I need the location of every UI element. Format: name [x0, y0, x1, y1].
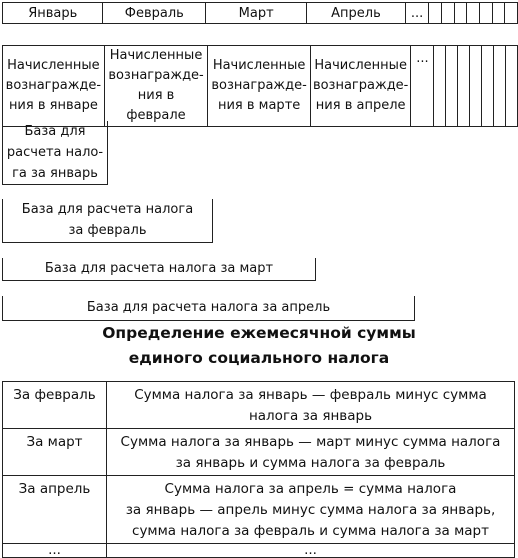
- formula-line: налога за январь: [248, 408, 373, 424]
- accrual-cell-february: [104, 46, 208, 127]
- monthly-tax-table: [2, 381, 515, 558]
- month-header-table: [2, 2, 518, 24]
- formula-cell: [107, 476, 515, 544]
- accrual-line: ния в феврале: [126, 88, 186, 123]
- formula-line: за январь — апрель минус сумма налога за январь,: [125, 502, 496, 518]
- accrual-line: Начисленные: [314, 58, 407, 73]
- month-cell-empty: [492, 3, 505, 24]
- formula-ellipsis: ...: [107, 544, 515, 558]
- accrual-cell-empty: [446, 46, 458, 127]
- tax-base-january: [2, 121, 108, 185]
- accrual-line: Начисленные: [109, 48, 203, 63]
- period-cell: За апрель: [3, 476, 107, 544]
- accruals-table: [2, 45, 518, 127]
- accrual-cell-empty: [458, 46, 470, 127]
- formula-line: Сумма налога за январь — март минус сумма налога: [120, 434, 501, 450]
- table-row: [3, 429, 515, 476]
- accrual-line: Начисленные: [7, 58, 100, 73]
- accrual-line: ния в марте: [217, 98, 301, 113]
- tax-base-line: База для расчета налога за апрель: [86, 300, 331, 315]
- tax-base-line: База для расчета налога: [21, 202, 194, 217]
- table-row: [3, 544, 515, 558]
- accrual-line: ния в январе: [8, 98, 98, 113]
- accrual-line: вознагражде-: [211, 78, 307, 93]
- formula-cell: [107, 429, 515, 476]
- month-cell-empty: [442, 3, 455, 24]
- tax-base-april: [2, 296, 415, 321]
- heading-line: Определение ежемесячной суммы: [102, 324, 416, 342]
- section-heading: [0, 321, 518, 371]
- table-row: [3, 476, 515, 544]
- month-cell-february: Февраль: [103, 3, 206, 24]
- formula-line: Сумма налога за январь — февраль минус сумма: [134, 387, 487, 403]
- month-cell-empty: [505, 3, 518, 24]
- accrual-cell-ellipsis: ...: [411, 46, 434, 127]
- accrual-cell-empty: [506, 46, 518, 127]
- tax-base-line: расчета нало-: [6, 145, 104, 160]
- month-cell-march: Март: [206, 3, 307, 24]
- accrual-cell-empty: [482, 46, 494, 127]
- accrual-line: вознагражде-: [108, 68, 204, 83]
- period-cell: За февраль: [3, 382, 107, 429]
- accrual-line: ния в апреле: [315, 98, 406, 113]
- accrual-cell-empty: [470, 46, 482, 127]
- accrual-cell-march: [208, 46, 311, 127]
- accrual-line: вознагражде-: [5, 78, 102, 93]
- tax-base-line: База для: [24, 124, 86, 139]
- month-cell-empty: [480, 3, 493, 24]
- accrual-cell-april: [310, 46, 410, 127]
- table-row: [3, 382, 515, 429]
- month-cell-april: Апрель: [307, 3, 406, 24]
- accrual-cell-empty: [494, 46, 506, 127]
- tax-base-line: га за январь: [12, 166, 98, 181]
- formula-line: сумма налога за февраль и сумма налога за март: [132, 523, 489, 539]
- month-cell-january: Январь: [3, 3, 103, 24]
- month-cell-ellipsis: ...: [405, 3, 429, 24]
- tax-base-february: [2, 199, 213, 243]
- accrual-cell-empty: [434, 46, 446, 127]
- formula-cell: [107, 382, 515, 429]
- accrual-cell-january: [3, 46, 105, 127]
- month-cell-empty: [467, 3, 480, 24]
- accrual-line: вознагражде-: [312, 78, 409, 93]
- month-cell-empty: [454, 3, 467, 24]
- month-cell-empty: [429, 3, 442, 24]
- accrual-line: Начисленные: [212, 58, 306, 73]
- period-ellipsis: ...: [3, 544, 107, 558]
- tax-base-line: за февраль: [68, 223, 147, 238]
- formula-line: Сумма налога за апрель = сумма налога: [164, 481, 457, 497]
- tax-base-line: База для расчета налога за март: [44, 261, 274, 276]
- tax-base-march: [2, 258, 316, 281]
- heading-line: единого социального налога: [128, 349, 390, 367]
- formula-line: за январь и сумма налога за февраль: [175, 455, 446, 471]
- period-cell: За март: [3, 429, 107, 476]
